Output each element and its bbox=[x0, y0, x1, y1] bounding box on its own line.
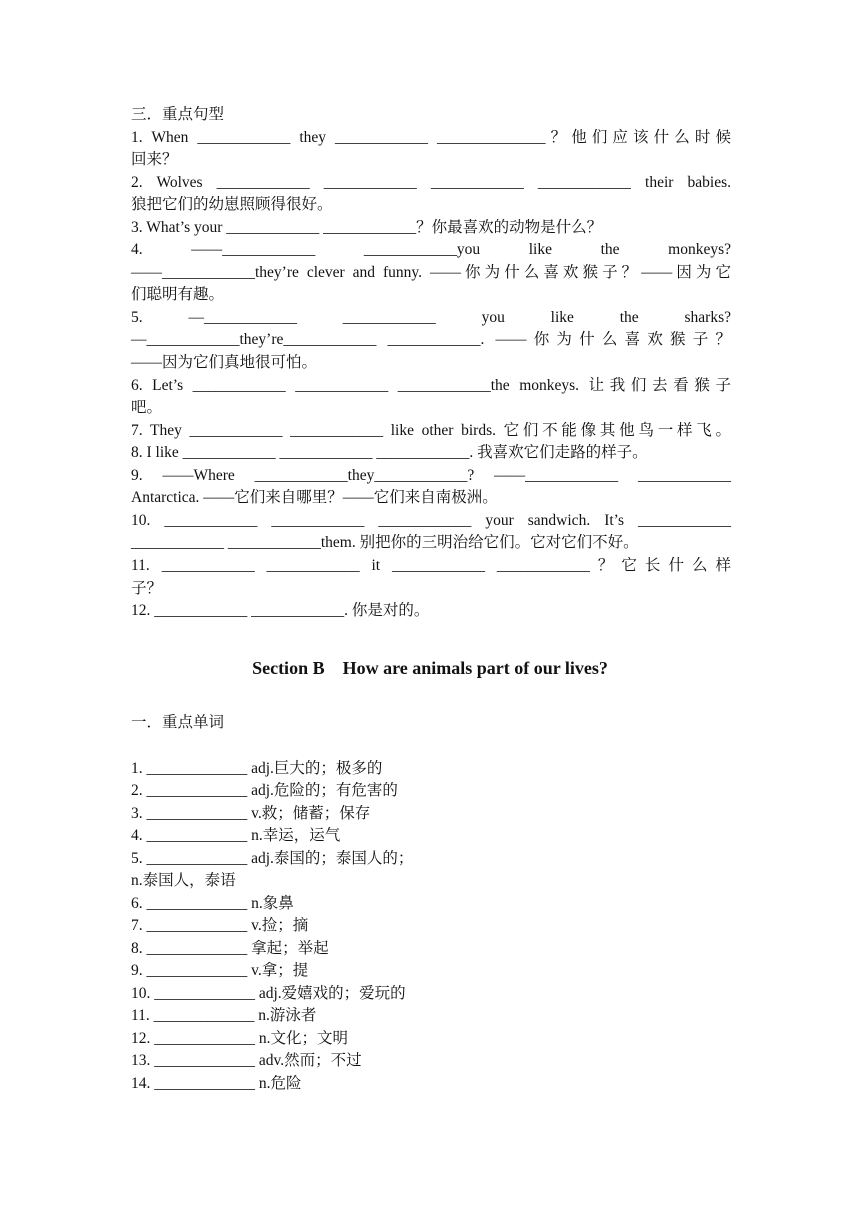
sentence-line: 狼把它们的幼崽照顾得很好。 bbox=[131, 196, 333, 213]
vocab-line: 13. _____________ adv.然而；不过 bbox=[131, 1052, 362, 1069]
vocab-line: 9. _____________ v.拿；提 bbox=[131, 962, 309, 979]
sentence-line: Antarctica. ——它们来自哪里？——它们来自南极洲。 bbox=[131, 489, 498, 506]
sentence-line: ____________ ____________them. 别把你的三明治给它们。它对它们不好。 bbox=[131, 534, 639, 551]
vocab-line: 3. _____________ v.救；储蓄；保存 bbox=[131, 805, 371, 822]
sentence-line: 6. Let’s ____________ ____________ ____________the monkeys. 让我们去看猴子 bbox=[131, 377, 731, 394]
sentence-line: 10. ____________ ____________ ____________ your sandwich. It’s ____________ bbox=[131, 512, 731, 529]
sentence-line: 回来？ bbox=[131, 151, 178, 168]
sentence-line: 们聪明有趣。 bbox=[131, 286, 225, 303]
vocab-line: 5. _____________ adj.泰国的；泰国人的； bbox=[131, 850, 414, 867]
sentence-line: 子？ bbox=[131, 580, 163, 597]
vocab-line: 12. _____________ n.文化；文明 bbox=[131, 1030, 349, 1047]
vocab-line: 14. _____________ n.危险 bbox=[131, 1075, 302, 1092]
sentence-line: 7. They ____________ ____________ like other birds. 它们不能像其他鸟一样飞。 bbox=[131, 422, 731, 439]
vocab-line: 11. _____________ n.游泳者 bbox=[131, 1007, 317, 1024]
vocab-heading: 一．重点单词 bbox=[131, 714, 225, 731]
sentence-line: 9. ——Where ____________they____________? ——____________ ____________ bbox=[131, 467, 731, 484]
vocab-line: 8. _____________ 拿起；举起 bbox=[131, 940, 329, 957]
sentence-line: 吧。 bbox=[131, 399, 163, 416]
vocab-line: 1. _____________ adj.巨大的；极多的 bbox=[131, 760, 383, 777]
sentences-heading: 三．重点句型 bbox=[131, 106, 225, 123]
sentence-line: 8. I like ____________ ____________ ____________. 我喜欢它们走路的样子。 bbox=[131, 444, 648, 461]
vocab-line: n.泰国人，泰语 bbox=[131, 872, 236, 889]
sentence-line: 1. When ____________ they ____________ ______________？他们应该什么时候 bbox=[131, 129, 731, 146]
vocab-line: 7. _____________ v.捡；摘 bbox=[131, 917, 309, 934]
section-b-title: Section B How are animals part of our lives? bbox=[252, 658, 608, 678]
sentence-line: 3. What’s your ____________ ____________？你最喜欢的动物是什么？ bbox=[131, 219, 603, 236]
sentence-line: ——____________they’re clever and funny. ——你为什么喜欢猴子？——因为它 bbox=[131, 264, 731, 281]
sentence-line: ——因为它们真地很可怕。 bbox=[131, 354, 318, 371]
vocab-line: 2. _____________ adj.危险的；有危害的 bbox=[131, 782, 398, 799]
vocab-line: 6. _____________ n.象鼻 bbox=[131, 895, 294, 912]
sentence-line: 4. ——____________ ____________you like the monkeys? bbox=[131, 241, 731, 258]
vocab-line: 4. _____________ n.幸运，运气 bbox=[131, 827, 341, 844]
sentence-line: 11. ____________ ____________ it ____________ ____________？它长什么样 bbox=[131, 557, 731, 574]
sentence-line: 12. ____________ ____________. 你是对的。 bbox=[131, 602, 430, 619]
sentence-line: —____________they’re____________ ____________. ——你为什么喜欢猴子？ bbox=[131, 331, 731, 348]
sentence-line: 2. Wolves ____________ ____________ ____________ ____________ their babies. bbox=[131, 174, 731, 191]
vocab-line: 10. _____________ adj.爱嬉戏的；爱玩的 bbox=[131, 985, 406, 1002]
sentence-line: 5. —____________ ____________ you like the sharks? bbox=[131, 309, 731, 326]
